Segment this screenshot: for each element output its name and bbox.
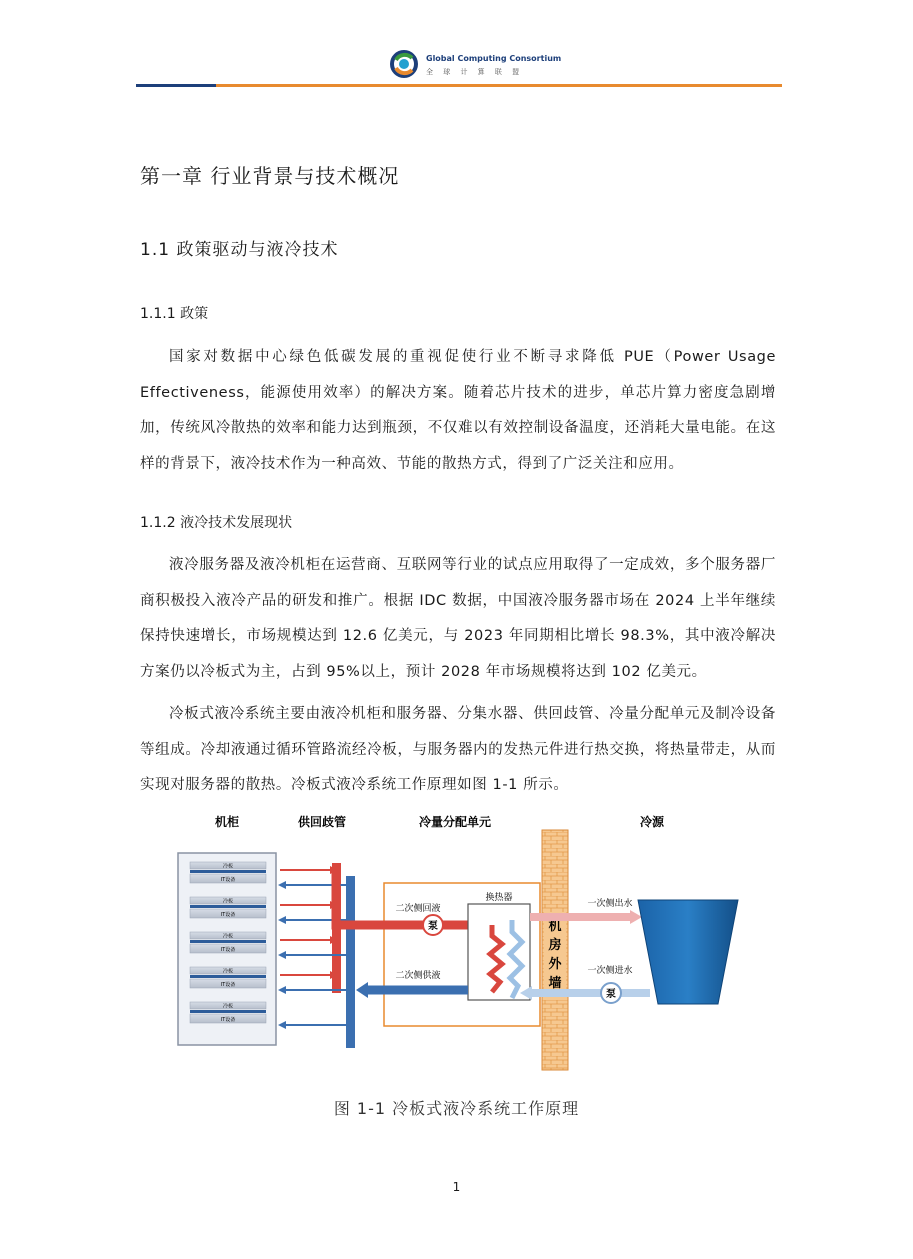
gcc-logo-icon <box>390 50 418 78</box>
secondary-pump <box>423 915 443 935</box>
logo-chinese-name: 全 球 计 算 联 盟 <box>426 68 524 76</box>
label-cabinet: 机柜 <box>214 815 240 829</box>
cold-plate-label: 冷板 <box>222 863 234 870</box>
liquid-cooling-diagram <box>170 808 750 1080</box>
wall-char-1: 机 <box>548 919 562 934</box>
wall-char-2: 房 <box>548 938 562 953</box>
section-heading-1-1: 1.1 政策驱动与液冷技术 <box>140 240 339 260</box>
section-heading-1-1-1: 1.1.1 政策 <box>140 306 209 322</box>
wall-char-3: 外 <box>548 957 562 972</box>
section-heading-1-1-2: 1.1.2 液冷技术发展现状 <box>140 515 293 531</box>
chapter-title: 第一章 行业背景与技术概况 <box>140 164 400 188</box>
it-device-label: IT设备 <box>220 947 236 953</box>
header-rule-orange <box>216 84 782 87</box>
primary-pump <box>601 983 621 1003</box>
paragraph-market-status: 液冷服务器及液冷机柜在运营商、互联网等行业的试点应用取得了一定成效，多个服务器厂商积极投入液冷产品的研发和推广。根据 IDC 数据，中国液冷服务器市场在 2024 上半年继续保持快速增长，市场规模达到 12.6 亿美元，与 2023 年同期相比增长 98.3%，其中液冷解决方案仍以冷板式为主，占到 95%以上，预计 2028 年市场规模将达到 102 亿美元。 <box>140 557 776 680</box>
it-device-label: IT设备 <box>220 912 236 918</box>
cold-plate-label: 冷板 <box>222 1003 234 1010</box>
pump-label: 泵 <box>428 921 438 932</box>
it-device-label: IT设备 <box>220 877 236 883</box>
wall-char-4: 墙 <box>548 976 562 991</box>
it-device-label: IT设备 <box>220 982 236 988</box>
heat-exchanger-label: 换热器 <box>485 893 513 903</box>
pump-label: 泵 <box>606 989 616 1000</box>
cold-plate-label: 冷板 <box>222 898 234 905</box>
cold-source-tank <box>638 900 738 1004</box>
supply-manifold <box>346 876 355 1048</box>
cold-plate-label: 冷板 <box>222 933 234 940</box>
logo-english-name: Global Computing Consortium <box>426 54 562 63</box>
label-cdu: 冷量分配单元 <box>418 815 492 829</box>
paragraph-policy: 国家对数据中心绿色低碳发展的重视促使行业不断寻求降低 PUE（Power Usage Effectiveness，能源使用效率）的解决方案。随着芯片技术的进步，单芯片算力密度急剧增加，传统风冷散热的效率和能力达到瓶颈，不仅难以有效控制设备温度，还消耗大量电能。在这样的背景下，液冷技术作为一种高效、节能的散热方式，得到了广泛关注和应用。 <box>140 349 776 472</box>
cold-plate-label: 冷板 <box>222 968 234 975</box>
figure-caption: 图 1-1 冷板式液冷系统工作原理 <box>333 1099 580 1118</box>
page-number: 1 <box>452 1180 461 1194</box>
primary-in-label: 一次侧进水 <box>587 966 633 976</box>
it-device-label: IT设备 <box>220 1017 236 1023</box>
primary-out-label: 一次侧出水 <box>587 899 633 909</box>
header-rule-blue <box>136 84 216 87</box>
secondary-supply-label: 二次侧供液 <box>395 971 441 981</box>
label-manifold: 供回歧管 <box>297 815 347 829</box>
gcc-logo <box>390 50 562 80</box>
paragraph-system-composition: 冷板式液冷系统主要由液冷机柜和服务器、分集水器、供回歧管、冷量分配单元及制冷设备等组成。冷却液通过循环管路流经冷板，与服务器内的发热元件进行热交换，将热量带走，从而实现对服务器的散热。冷板式液冷系统工作原理如图 1-1 所示。 <box>140 706 776 793</box>
label-cold-source: 冷源 <box>639 815 665 829</box>
secondary-return-label: 二次侧回液 <box>395 904 441 914</box>
